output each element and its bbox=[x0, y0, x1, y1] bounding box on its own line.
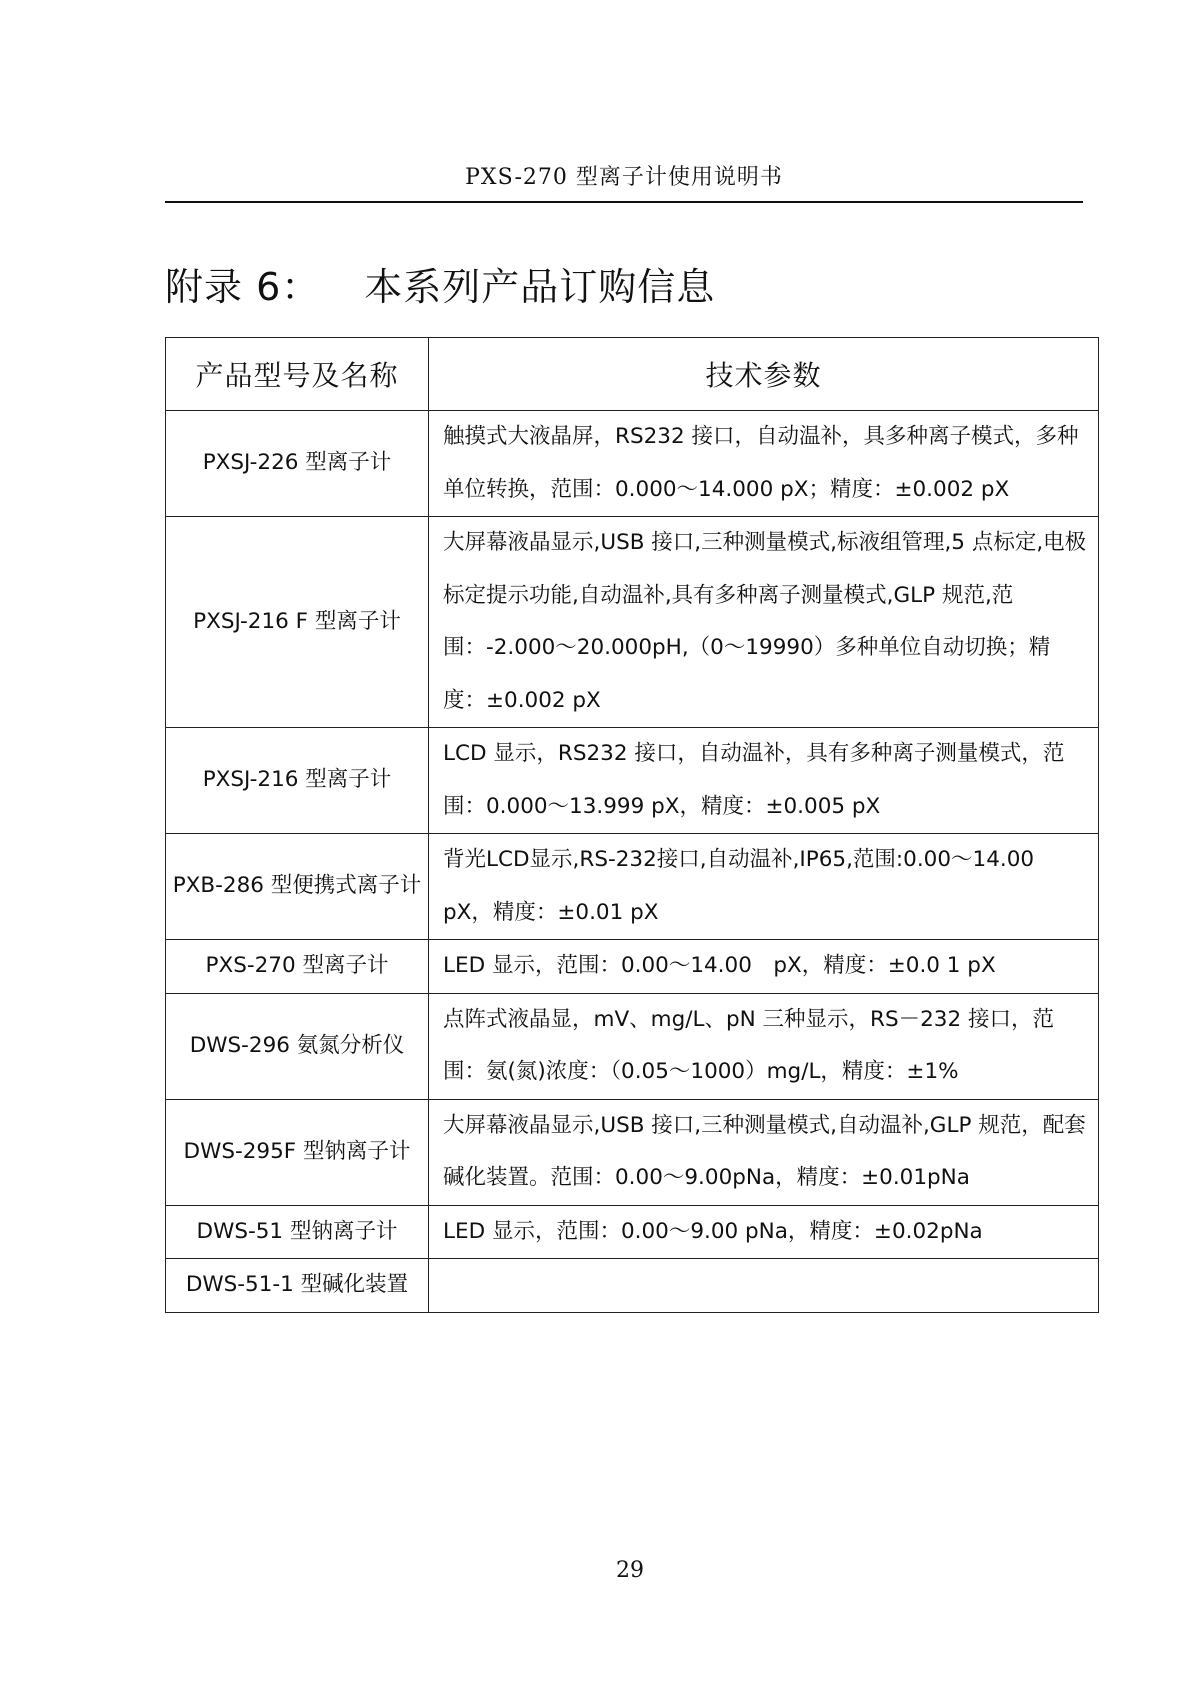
product-name: PXSJ-216 F 型离子计 bbox=[166, 517, 429, 728]
header-rule bbox=[165, 201, 1083, 203]
product-spec: 背光LCD显示,RS-232接口,自动温补,IP65,范围:0.00～14.00 pX，精度：±0.01 pX bbox=[429, 834, 1099, 940]
product-spec: LCD 显示，RS232 接口，自动温补，具有多种离子测量模式，范围：0.000～13.999 pX，精度：±0.005 pX bbox=[429, 728, 1099, 834]
product-spec: LED 显示，范围：0.00～9.00 pNa，精度：±0.02pNa bbox=[429, 1205, 1099, 1259]
table-row bbox=[166, 1259, 1099, 1313]
product-name: DWS-51-1 型碱化装置 bbox=[166, 1259, 429, 1313]
table-row bbox=[166, 728, 1099, 834]
table-row bbox=[166, 834, 1099, 940]
appendix-number: 附录 6： bbox=[165, 265, 321, 309]
table-row bbox=[166, 411, 1099, 517]
product-spec: 点阵式液晶显，mV、mg/L、pN 三种显示，RS－232 接口，范围：氨(氮)浓度：（0.05～1000）mg/L，精度：±1% bbox=[429, 993, 1099, 1099]
table-row bbox=[166, 517, 1099, 728]
product-spec: 大屏幕液晶显示,USB 接口,三种测量模式,自动温补,GLP 规范，配套碱化装置。范围：0.00～9.00pNa，精度：±0.01pNa bbox=[429, 1099, 1099, 1205]
section-title bbox=[165, 256, 715, 311]
table-row bbox=[166, 1205, 1099, 1259]
running-header: PXS-270 型离子计使用说明书 bbox=[465, 165, 783, 190]
product-name: PXS-270 型离子计 bbox=[166, 940, 429, 994]
table-row bbox=[166, 993, 1099, 1099]
column-header-specs: 技术参数 bbox=[429, 338, 1099, 411]
product-name: PXB-286 型便携式离子计 bbox=[166, 834, 429, 940]
table-row bbox=[166, 940, 1099, 994]
page-number: 29 bbox=[616, 1558, 644, 1583]
table-header-row bbox=[166, 338, 1099, 411]
product-spec: LED 显示，范围：0.00～14.00 pX，精度：±0.0 1 pX bbox=[429, 940, 1099, 994]
product-spec bbox=[429, 1259, 1099, 1313]
table-row bbox=[166, 1099, 1099, 1205]
product-name: DWS-51 型钠离子计 bbox=[166, 1205, 429, 1259]
product-name: PXSJ-216 型离子计 bbox=[166, 728, 429, 834]
product-name: PXSJ-226 型离子计 bbox=[166, 411, 429, 517]
product-name: DWS-296 氨氮分析仪 bbox=[166, 993, 429, 1099]
product-spec: 触摸式大液晶屏，RS232 接口，自动温补，具多种离子模式，多种单位转换，范围：0.000～14.000 pX；精度：±0.002 pX bbox=[429, 411, 1099, 517]
appendix-title: 本系列产品订购信息 bbox=[364, 265, 716, 309]
product-name: DWS-295F 型钠离子计 bbox=[166, 1099, 429, 1205]
product-spec: 大屏幕液晶显示,USB 接口,三种测量模式,标液组管理,5 点标定,电极标定提示功能,自动温补,具有多种离子测量模式,GLP 规范,范围：-2.000～20.000pH,（0～19990）多种单位自动切换；精度：±0.002 pX bbox=[429, 517, 1099, 728]
column-header-product: 产品型号及名称 bbox=[166, 338, 429, 411]
order-info-table bbox=[165, 337, 1099, 1313]
